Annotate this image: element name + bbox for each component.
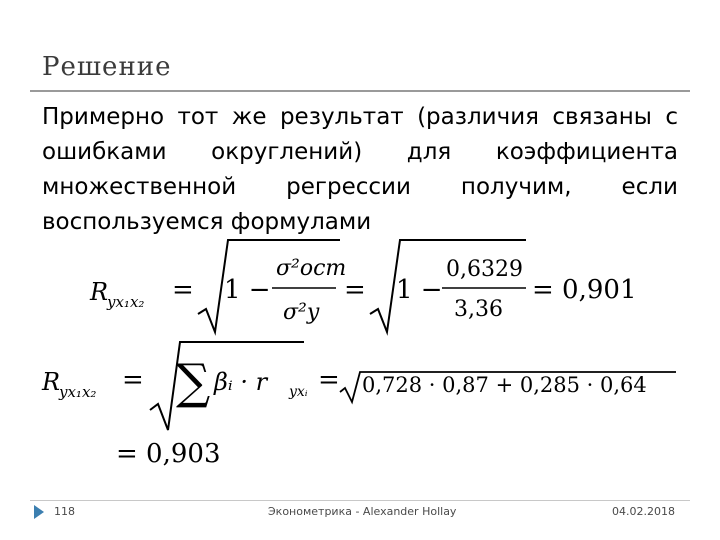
formula-correlation-variance <box>89 240 636 332</box>
formula1-result: = 0,901 <box>532 275 637 305</box>
formula-correlation-beta <box>41 342 676 469</box>
footer-divider <box>30 500 690 501</box>
formula-block <box>0 232 720 482</box>
formula1-equals-1: = <box>172 275 194 305</box>
page-number: 118 <box>54 505 75 518</box>
formula2-expansion: 0,728 · 0,87 + 0,285 · 0,64 <box>362 373 647 397</box>
footer-date: 04.02.2018 <box>612 505 675 518</box>
body-paragraph: Примерно тот же результат (различия связаны с ошибками округлений) для коэффициента множественной регрессии получим, если воспользуемся формулами <box>42 104 678 235</box>
sum-symbol: ∑ <box>176 354 211 410</box>
formula2-equals-1: = <box>122 365 144 395</box>
formula1-lhs-subscript: yx₁x₂ <box>107 293 145 311</box>
formula1-num-value: 0,6329 <box>446 257 523 282</box>
formula2-lhs-subscript: yx₁x₂ <box>59 383 97 401</box>
formula2-equals-2: = <box>318 365 340 395</box>
formula1-lhs: R <box>90 278 109 306</box>
formula1-one-minus-2: 1 − <box>396 275 443 305</box>
footer-center-text: Эконометрика - Alexander Hollay <box>268 505 457 518</box>
formula1-numerator: σ²ост <box>276 256 347 281</box>
formula1-den-value: 3,36 <box>454 297 503 322</box>
formula1-denominator: σ²y <box>283 300 320 325</box>
formula2-term-subscript: yxᵢ <box>289 384 308 400</box>
formula1-equals-2: = <box>344 275 366 305</box>
formula1-one-minus-1: 1 − <box>224 275 271 305</box>
play-arrow-icon <box>33 504 45 520</box>
slide-title: Решение <box>42 52 172 82</box>
formula2-term: βᵢ · r <box>214 368 268 396</box>
formula2-result: = 0,903 <box>116 439 221 469</box>
formula2-lhs: R <box>42 368 61 396</box>
title-underline <box>30 90 690 92</box>
